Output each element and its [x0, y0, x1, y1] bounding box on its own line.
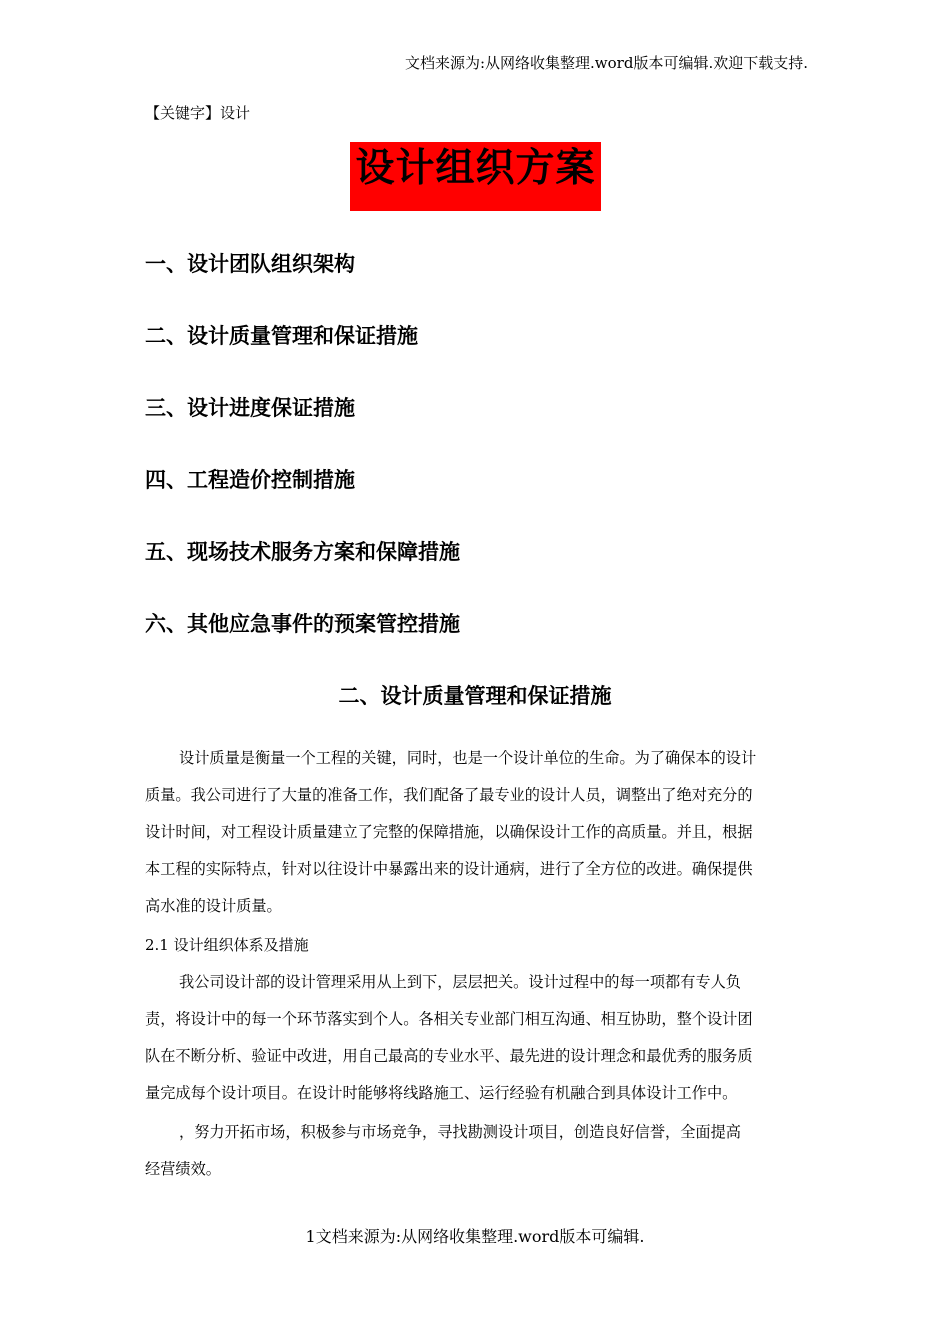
paragraph-line: 责，将设计中的每一个环节落实到个人。各相关专业部门相互沟通、相互协助，整个设计团 [145, 1010, 753, 1028]
paragraph-line: 设计质量是衡量一个工程的关键，同时，也是一个设计单位的生命。为了确保本的设计 [179, 749, 757, 767]
footer-note: 1文档来源为:从网络收集整理.word版本可编辑. [305, 1227, 645, 1246]
paragraph-line: 本工程的实际特点，针对以往设计中暴露出来的设计通病，进行了全方位的改进。确保提供 [145, 860, 753, 878]
toc-item: 二、设计质量管理和保证措施 [145, 324, 418, 348]
paragraph-line: 量完成每个设计项目。在设计时能够将线路施工、运行经验有机融合到具体设计工作中。 [145, 1084, 738, 1102]
toc-item: 六、其他应急事件的预案管控措施 [145, 612, 460, 636]
paragraph-line: 设计时间，对工程设计质量建立了完整的保障措施，以确保设计工作的高质量。并且，根据 [145, 823, 753, 841]
section-heading: 二、设计质量管理和保证措施 [338, 684, 612, 708]
paragraph-line: ，努力开拓市场，积极参与市场竞争，寻找勘测设计项目，创造良好信誉，全面提高 [179, 1123, 741, 1141]
toc-item: 一、设计团队组织架构 [145, 252, 355, 276]
paragraph-organization [145, 964, 808, 1112]
paragraph-market [145, 1114, 808, 1188]
paragraph-line: 队在不断分析、验证中改进，用自己最高的专业水平、最先进的设计理念和最优秀的服务质 [145, 1047, 753, 1065]
toc-item: 五、现场技术服务方案和保障措施 [145, 540, 460, 564]
paragraph-line: 质量。我公司进行了大量的准备工作，我们配备了最专业的设计人员，调整出了绝对充分的 [145, 786, 753, 804]
toc-item: 三、设计进度保证措施 [145, 396, 355, 420]
toc-item: 四、工程造价控制措施 [145, 468, 355, 492]
table-of-contents [145, 248, 460, 680]
paragraph-quality [145, 740, 808, 925]
paragraph-line: 我公司设计部的设计管理采用从上到下，层层把关。设计过程中的每一项都有专人负 [179, 973, 741, 991]
document-title: 设计组织方案 [355, 146, 596, 191]
header-note: 文档来源为:从网络收集整理.word版本可编辑.欢迎下载支持. [404, 54, 808, 72]
keywords-line: 【关键字】设计 [145, 104, 251, 122]
subheading: 2.1 设计组织体系及措施 [145, 936, 309, 954]
paragraph-line: 经营绩效。 [145, 1160, 221, 1178]
paragraph-line: 高水准的设计质量。 [145, 897, 282, 915]
